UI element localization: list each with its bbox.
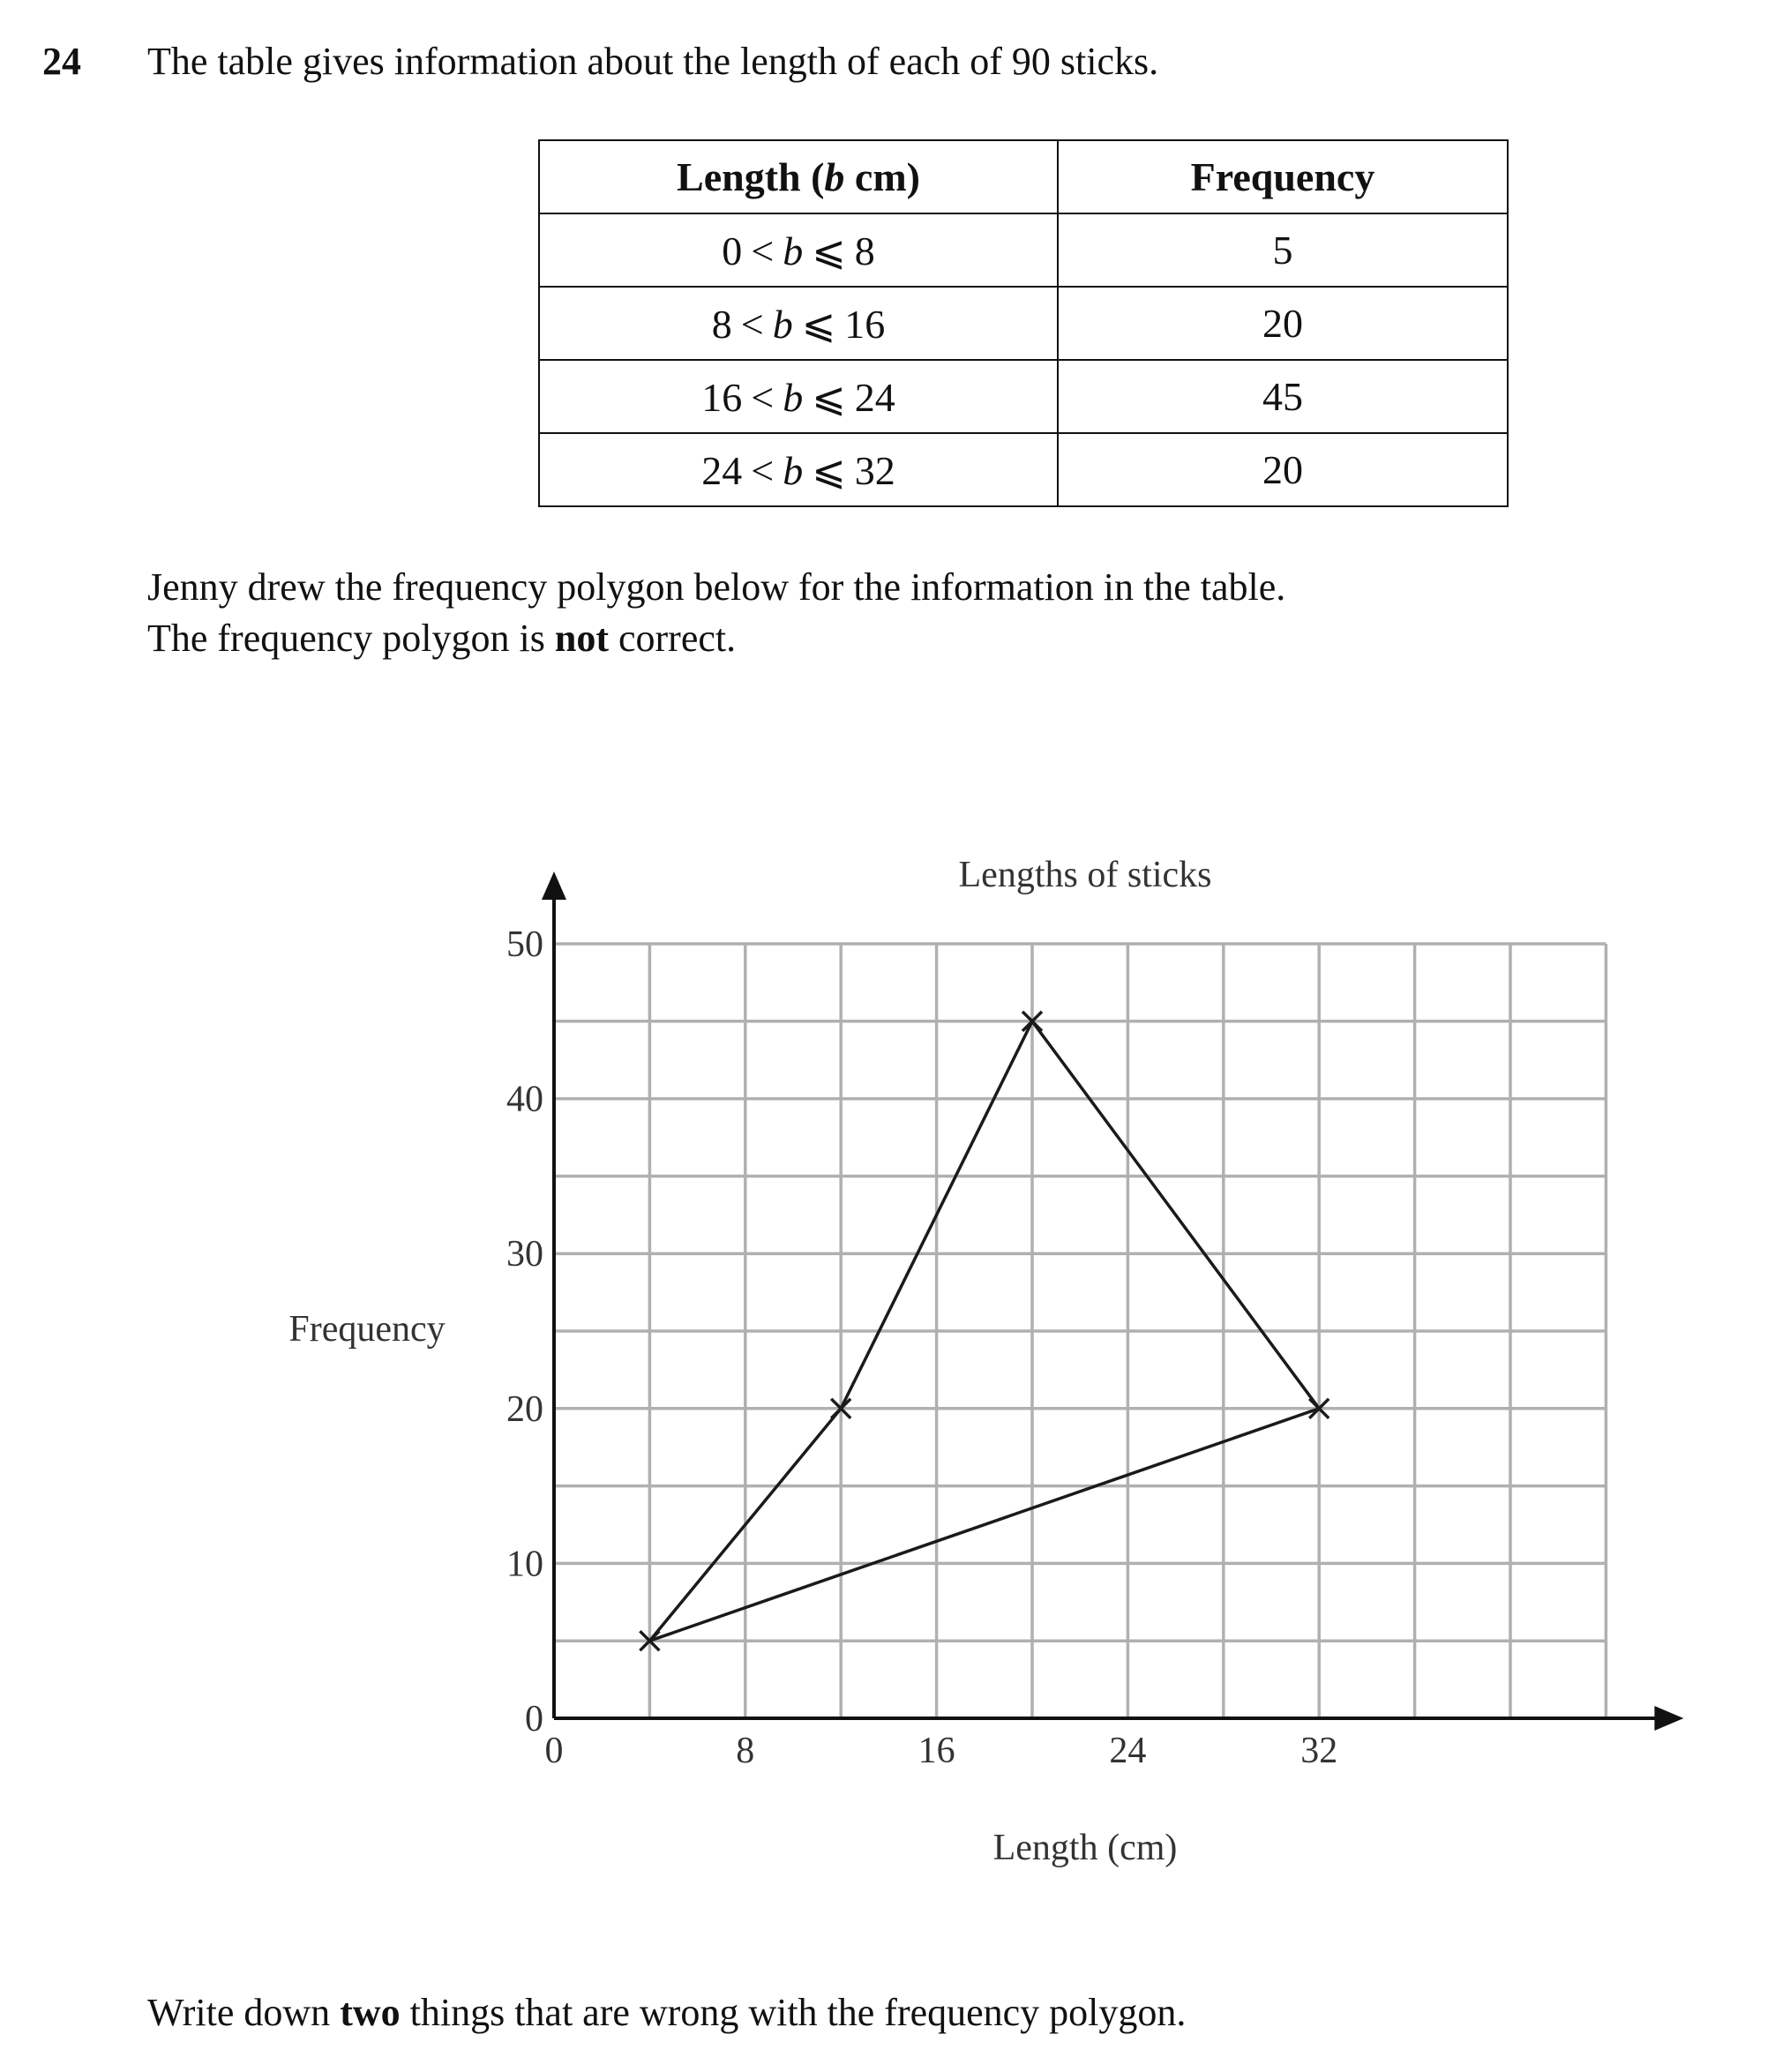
y-tick-label: 30 (506, 1234, 543, 1275)
frequency-cell: 5 (1058, 213, 1508, 287)
frequency-cell: 20 (1058, 287, 1508, 360)
question-number: 24 (42, 40, 81, 83)
final-instruction: Write down two things that are wrong with the frequency polygon. (147, 1991, 1187, 2034)
frequency-cell: 45 (1058, 360, 1508, 433)
y-tick-label: 40 (506, 1079, 543, 1120)
y-tick-label: 10 (506, 1544, 543, 1585)
x-tick-label: 8 (736, 1731, 755, 1771)
chart-tick-labels (506, 924, 1337, 1771)
length-header: Length (b cm) (539, 140, 1058, 213)
chart-axes (542, 871, 1683, 1731)
x-axis-label: Length (cm) (992, 1828, 1178, 1868)
frequency-cell: 20 (1058, 433, 1508, 506)
length-class-cell: 24 < b ⩽ 32 (539, 433, 1058, 506)
y-tick-label: 50 (506, 924, 543, 965)
x-axis-arrow (1654, 1706, 1683, 1731)
length-class-cell: 0 < b ⩽ 8 (539, 213, 1058, 287)
chart-title: Lengths of sticks (958, 855, 1212, 895)
y-axis-arrow (542, 871, 566, 900)
x-tick-label: 16 (917, 1731, 955, 1771)
y-tick-label: 0 (525, 1699, 543, 1739)
y-axis-label: Frequency (288, 1309, 446, 1350)
paragraph-description: Jenny drew the frequency polygon below for the information in the table. (147, 565, 1286, 609)
paragraph-not-correct: The frequency polygon is not correct. (147, 617, 737, 660)
length-class-cell: 8 < b ⩽ 16 (539, 287, 1058, 360)
chart-grid (554, 944, 1606, 1718)
x-tick-label: 24 (1109, 1731, 1147, 1771)
length-class-cell: 16 < b ⩽ 24 (539, 360, 1058, 433)
frequency-header: Frequency (1058, 140, 1508, 213)
y-tick-label: 20 (506, 1388, 543, 1430)
x-tick-label: 32 (1300, 1731, 1338, 1771)
x-tick-label: 0 (544, 1731, 564, 1771)
question-intro: The table gives information about the length of each of 90 sticks. (147, 40, 1159, 83)
